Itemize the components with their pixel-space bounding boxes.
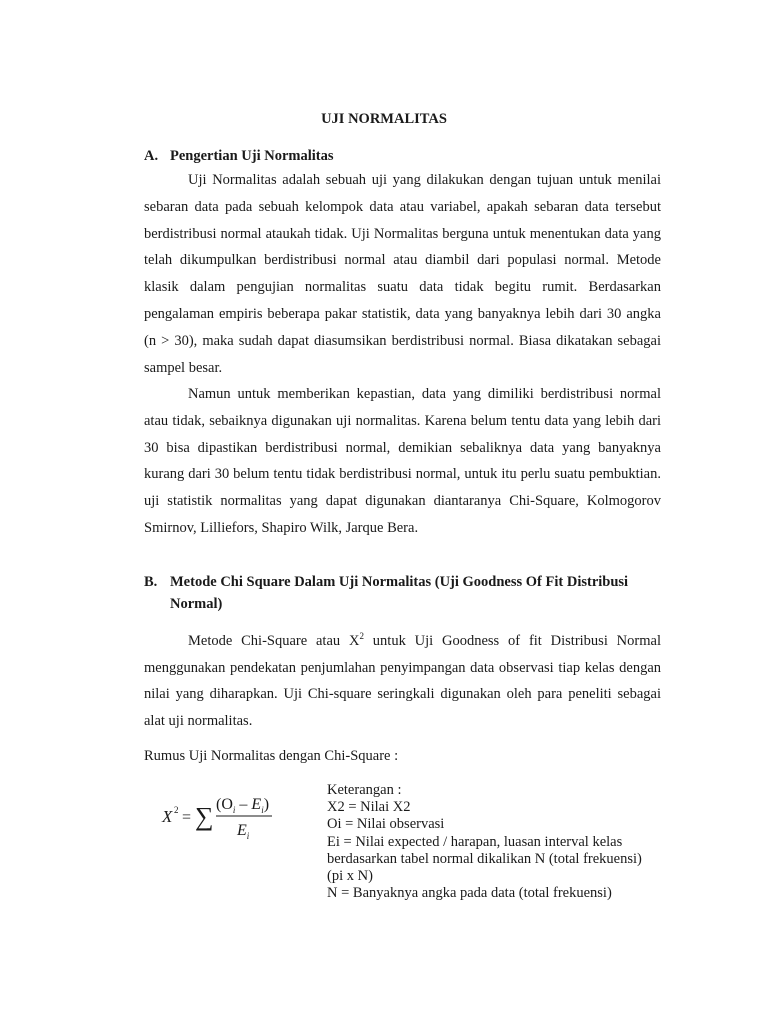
section-b-paragraph	[144, 623, 661, 735]
formula-equals: =	[182, 809, 192, 826]
note-oi: Oi = Nilai observasi	[327, 816, 445, 833]
section-a-number: A.	[144, 148, 159, 164]
section-a-paragraph-2	[144, 381, 661, 542]
formula-denominator: $E_i$	[237, 822, 250, 841]
formula-label: Rumus Uji Normalitas dengan Chi-Square :	[144, 748, 399, 764]
note-ei: Ei = Nilai expected / harapan, luasan interval kelas	[327, 833, 623, 850]
section-a-title: Pengertian Uji Normalitas	[170, 148, 334, 164]
section-a-heading	[144, 145, 664, 167]
formula-lhs: X	[162, 807, 173, 826]
section-a-paragraph-2-text: Namun untuk memberikan kepastian, data yang dimiliki berdistribusi normal atau tidak, sebaiknya digunakan uji normalitas. Karena belum tentu data yang lebih dari 30 bisa dipastikan berdistribusi normal, demikian sebaliknya data yang banyaknya kurang dari 30 belum tentu tidak berdistribusi normal, untuk itu perlu suatu pembuktian. uji statistik normalitas yang dapat digunakan diantaranya Chi-Square, Kolmogorov Smirnov, Lilliefors, Shapiro Wilk, Jarque Bera.	[144, 386, 661, 536]
section-b-paragraph-start: Metode Chi-Square atau X	[188, 632, 360, 649]
section-b-number: B.	[144, 574, 158, 590]
section-b-superscript: 2	[359, 631, 364, 641]
formula-numerator: $(O_i - E_i)$	[216, 796, 270, 815]
note-ei-cont: berdasarkan tabel normal dikalikan N (total frekuensi)	[327, 850, 642, 867]
section-b-heading	[144, 571, 664, 615]
formula-lhs-sup: 2	[174, 805, 179, 815]
note-n: N = Banyaknya angka pada data (total frekuensi)	[327, 885, 612, 902]
notes-heading: Keterangan :	[327, 782, 402, 798]
section-b-title-line-1: Metode Chi Square Dalam Uji Normalitas (Uji Goodness Of Fit Distribusi	[170, 574, 629, 590]
section-b-title-line-2: Normal)	[170, 596, 223, 612]
formula-notes	[327, 782, 667, 902]
section-a-paragraph-1	[144, 167, 661, 381]
section-a-paragraph-1-text: Uji Normalitas adalah sebuah uji yang dilakukan dengan tujuan untuk menilai sebaran data pada sebuah kelompok data atau variabel, apakah sebaran data tersebut berdistribusi normal ataukah tidak. Uji Normalitas berguna untuk menentukan data yang telah dikumpulkan berdistribusi normal atau diambil dari populasi normal. Metode klasik dalam pengujian normalitas suatu data tidak begitu rumit. Berdasarkan pengalaman empiris beberapa pakar statistik, data yang banyaknya lebih dari 30 angka (n > 30), maka sudah dapat diasumsikan berdistribusi normal. Biasa dikatakan sebagai sampel besar.	[144, 172, 661, 376]
formula-sigma: ∑	[195, 802, 214, 831]
section-b-paragraph-rest: untuk Uji Goodness of fit Distribusi Normal menggunakan pendekatan penjumlahan penyimpangan data observasi tiap kelas dengan nilai yang diharapkan. Uji Chi-square seringkali digunakan oleh para peneliti sebagai alat uji normalitas.	[144, 632, 661, 730]
note-ei-cont-2: (pi x N)	[327, 868, 373, 885]
page-title: UJI NORMALITAS	[321, 111, 447, 127]
chi-square-formula	[160, 787, 280, 847]
note-x2: X2 = Nilai X2	[327, 799, 411, 816]
